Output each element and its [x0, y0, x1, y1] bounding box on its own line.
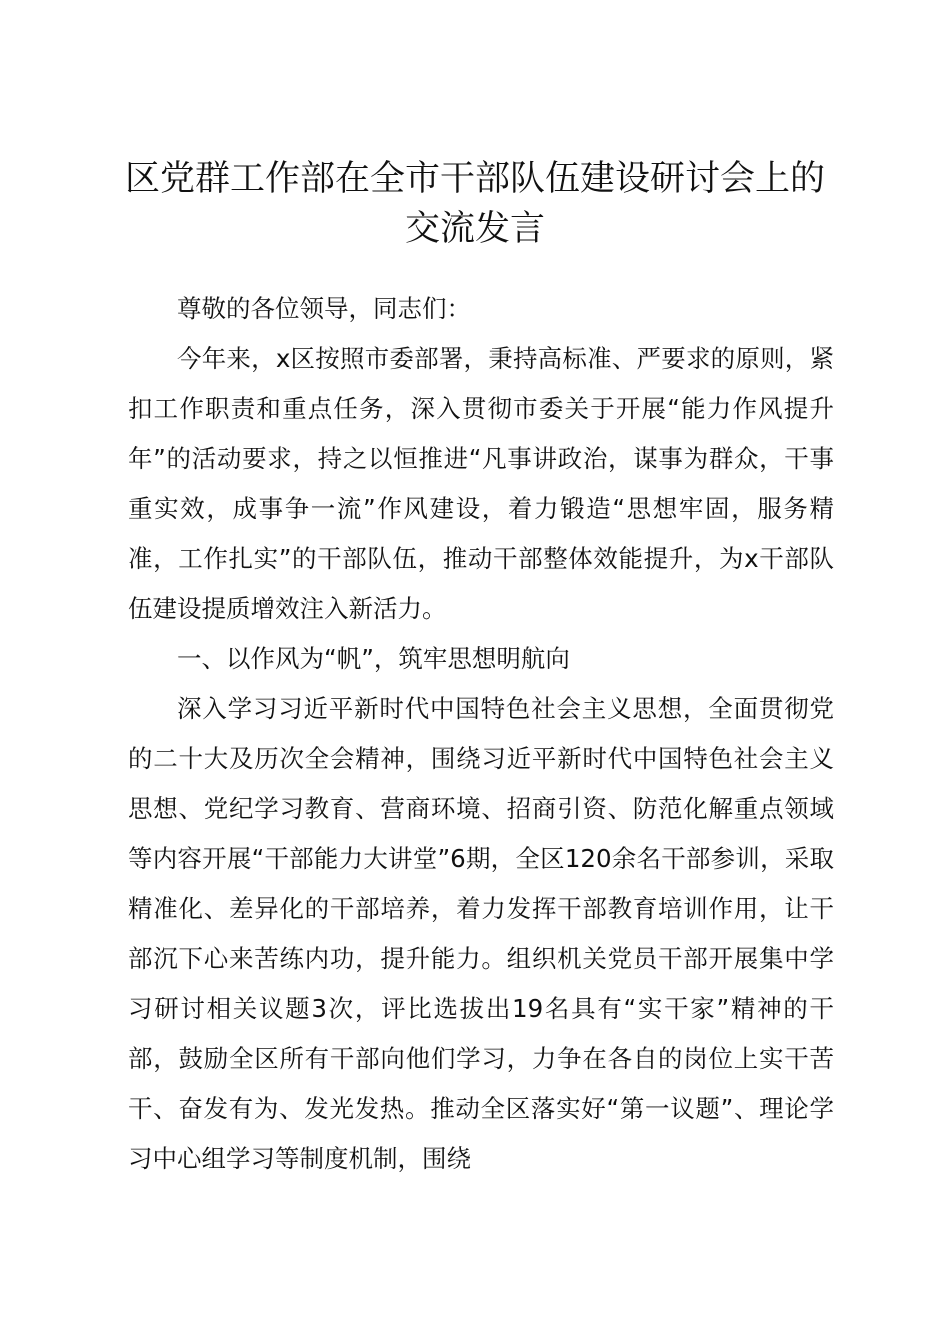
- section-heading-1: 一、以作风为“帆”，筑牢思想明航向: [177, 644, 570, 673]
- document-title: [110, 154, 840, 254]
- title-line-2: 交流发言: [404, 209, 545, 249]
- title-line-1: 区党群工作部在全市干部队伍建设研讨会上的: [124, 159, 825, 199]
- paragraph-intro: 今年来，x区按照市委部署，秉持高标准、严要求的原则，紧扣工作职责和重点任务，深入贯彻市委关于开展“能力作风提升年”的活动要求，持之以恒推进“凡事讲政治，谋事为群众，干事重实效，成事争一流”作风建设，着力锻造“思想牢固，服务精准，工作扎实”的干部队伍，推动干部整体效能提升，为x干部队伍建设提质增效注入新活力。: [128, 344, 834, 623]
- paragraph-section-1: 深入学习习近平新时代中国特色社会主义思想，全面贯彻党的二十大及历次全会精神，围绕习近平新时代中国特色社会主义思想、党纪学习教育、营商环境、招商引资、防范化解重点领域等内容开展“干部能力大讲堂”6期，全区120余名干部参训，采取精准化、差异化的干部培养，着力发挥干部教育培训作用，让干部沉下心来苦练内功，提升能力。组织机关党员干部开展集中学习研讨相关议题3次，评比选拔出19名具有“实干家”精神的干部，鼓励全区所有干部向他们学习，力争在各自的岗位上实干苦干、奋发有为、发光发热。推动全区落实好“第一议题”、理论学习中心组学习等制度机制，围绕: [128, 694, 834, 1173]
- salutation: 尊敬的各位领导，同志们：: [177, 294, 471, 323]
- document-body: [128, 284, 834, 1184]
